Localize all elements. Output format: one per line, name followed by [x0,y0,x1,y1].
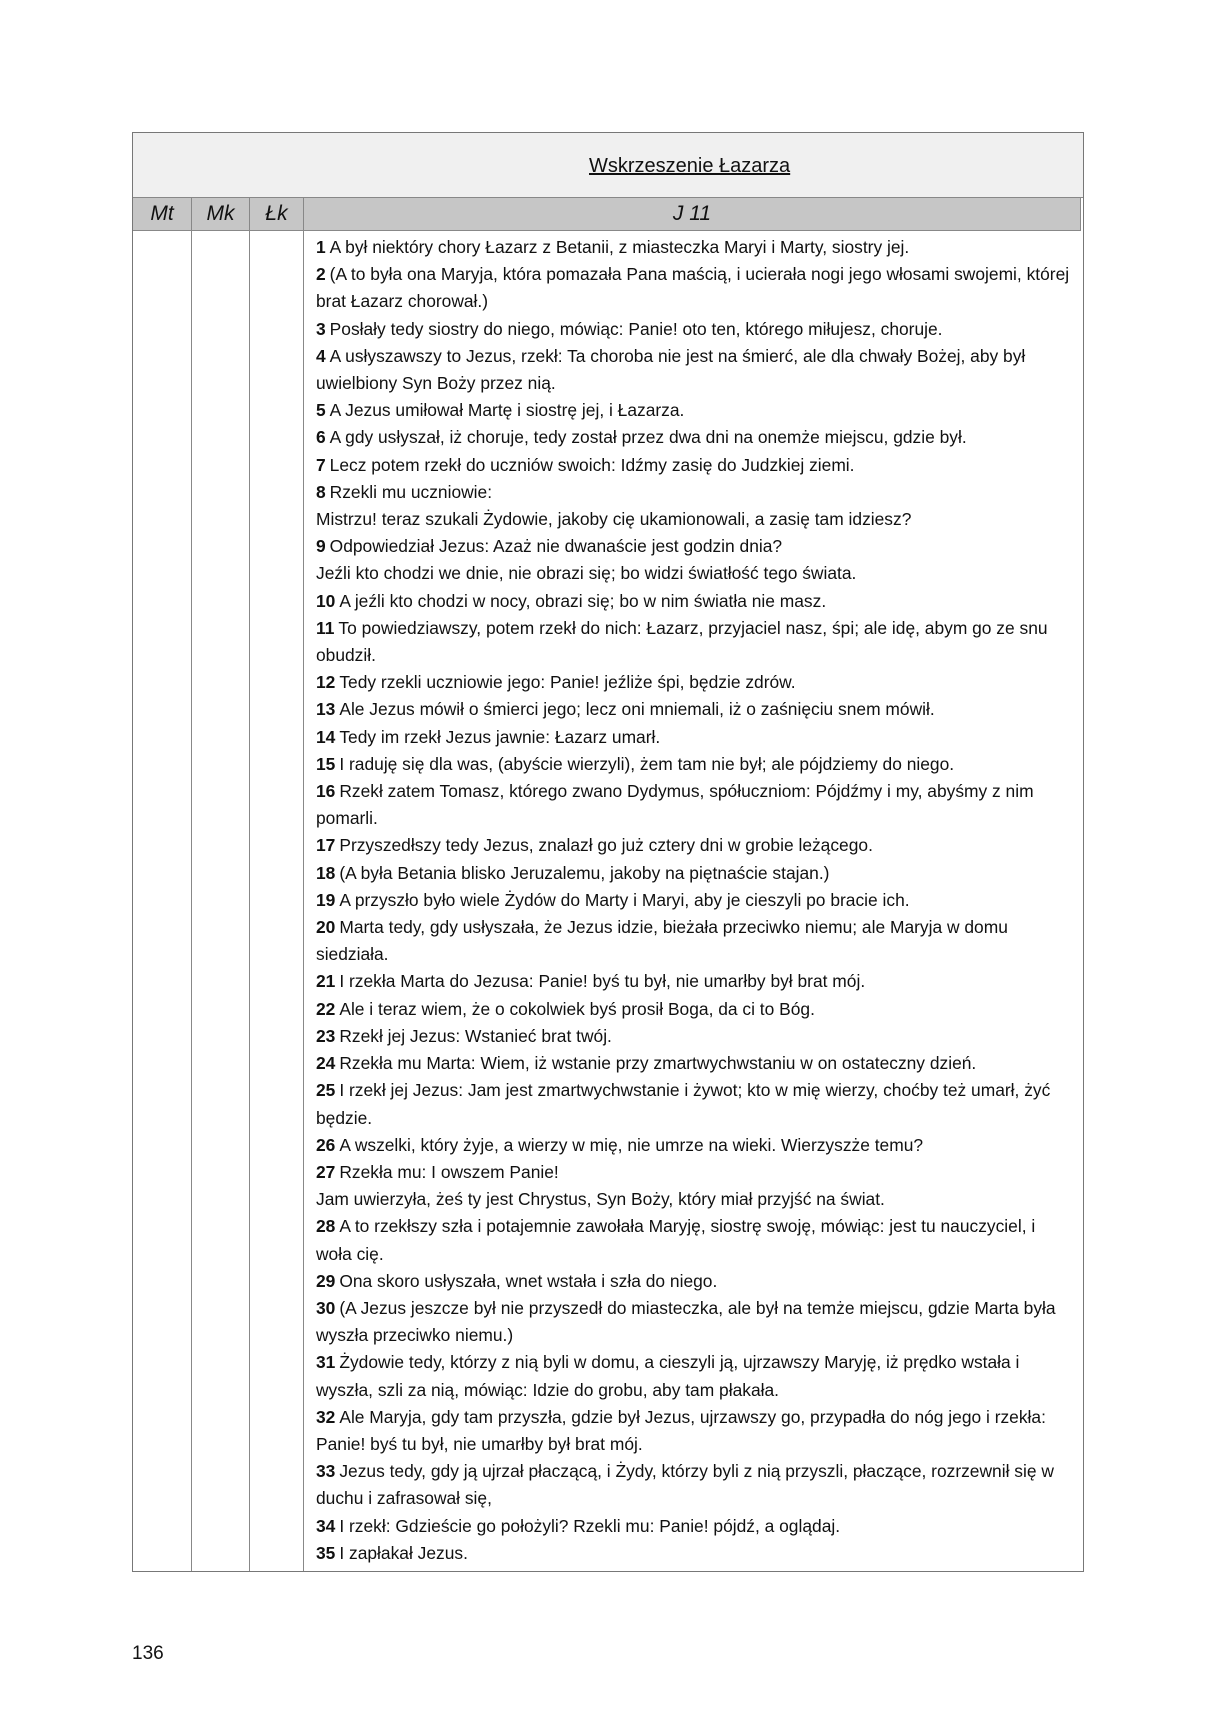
verse-line [316,996,1071,1023]
verse-text: Lecz potem rzekł do uczniów swoich: Idźmy zasię do Judzkiej ziemi. [329,454,855,475]
verse-line [316,696,1071,723]
verse-number: 9 [316,536,326,557]
verse-number: 10 [316,590,336,611]
verse-number: 31 [316,1352,336,1373]
verse-line [316,506,1071,533]
verse-number: 33 [316,1461,336,1482]
verse-line [316,1186,1071,1213]
verse-line [316,1540,1071,1567]
verse-text: A wszelki, który żyje, a wierzy w mię, nie umrze na wieki. Wierzyszże temu? [339,1134,924,1155]
verse-line [316,1132,1071,1159]
verse-text: (A Jezus jeszcze był nie przyszedł do miasteczka, ale był na temże miejscu, gdzie Marta była wyszła przeciwko niemu.) [316,1297,1056,1346]
verse-text: (A to była ona Maryja, która pomazała Pana maścią, i ucierała nogi jego włosami swojemi, której brat Łazarz chorował.) [316,264,1070,312]
verse-line [316,1050,1071,1077]
verse-text: Tedy rzekli uczniowie jego: Panie! jeźliże śpi, będzie zdrów. [339,672,796,693]
verse-number: 18 [316,862,336,883]
verse-number: 25 [316,1080,336,1101]
verse-number: 7 [316,454,326,475]
verse-text: Jezus tedy, gdy ją ujrzał płaczącą, i Żydy, którzy byli z nią przyszli, płaczące, rozrzewnił się w duchu i zafrasował się, [316,1461,1054,1509]
verse-text: Marta tedy, gdy usłyszała, że Jezus idzie, bieżała przeciwko niemu; ale Maryja w domu siedziała. [316,917,1008,965]
verse-text: Rzekli mu uczniowie: [329,481,493,502]
verse-line [316,452,1071,479]
column-mk-body [192,231,250,1571]
verse-line [316,424,1071,451]
verse-number: 29 [316,1270,336,1291]
verse-number: 21 [316,971,336,992]
verse-text: Odpowiedział Jezus: Azaż nie dwanaście jest godzin dnia? [329,536,783,557]
verse-number: 32 [316,1406,336,1427]
verse-line [316,968,1071,995]
page-number: 136 [132,1643,164,1664]
verse-text: To powiedziawszy, potem rzekł do nich: Łazarz, przyjaciel nasz, śpi; ale idę, abym go ze snu obudził. [316,617,1048,666]
verse-text: Posłały tedy siostry do niego, mówiąc: Panie! oto ten, którego miłujesz, choruje. [329,318,943,339]
verse-line [316,1213,1071,1267]
verse-line [316,1349,1071,1403]
title-band [133,133,1083,198]
verse-number: 4 [316,345,326,366]
verse-line [316,1268,1071,1295]
verse-line [316,1023,1071,1050]
verse-number: 27 [316,1161,336,1182]
verse-number: 2 [316,264,326,285]
verse-text: Ale Maryja, gdy tam przyszła, gdzie był Jezus, ujrzawszy go, przypadła do nóg jego i rzekła: Panie! byś tu był, nie umarłby był brat mój. [316,1406,1046,1454]
verse-text: Jam uwierzyła, żeś ty jest Chrystus, Syn Boży, który miał przyjść na świat. [316,1189,885,1210]
verse-text: Ale i teraz wiem, że o cokolwiek byś prosił Boga, da ci to Bóg. [339,998,815,1019]
verse-line [316,397,1071,424]
verse-line [316,724,1071,751]
column-mt-body [133,231,192,1571]
verse-number: 16 [316,781,336,802]
verse-number: 17 [316,835,336,856]
column-header-j: J 11 [304,198,1081,231]
gospel-table [132,132,1084,1572]
verse-text: Rzekła mu: I owszem Panie! [339,1161,559,1182]
verse-number: 13 [316,699,336,720]
verse-line [316,751,1071,778]
verse-line [316,261,1071,315]
verse-number: 3 [316,318,326,339]
verse-number: 15 [316,753,336,774]
verse-text: A to rzekłszy szła i potajemnie zawołała Maryję, siostrę swoję, mówiąc: jest tu nauczyciel, i woła cię. [316,1216,1036,1264]
verse-line [316,1077,1071,1131]
verse-text: I zapłakał Jezus. [339,1542,468,1563]
verse-number: 20 [316,917,336,938]
verse-text: Rzekła mu Marta: Wiem, iż wstanie przy zmartwychwstaniu w on ostateczny dzień. [339,1053,977,1074]
verse-line [316,1513,1071,1540]
column-lk-body [250,231,304,1571]
verse-line [316,1404,1071,1458]
verse-line [316,887,1071,914]
verse-line [316,1295,1071,1349]
verse-number: 23 [316,1025,336,1046]
verse-line [316,588,1071,615]
verse-line [316,914,1071,968]
verse-line [316,832,1071,859]
verse-text: (A była Betania blisko Jeruzalemu, jakoby na piętnaście stajan.) [339,862,830,883]
verse-number: 12 [316,672,336,693]
verse-text: A usłyszawszy to Jezus, rzekł: Ta choroba nie jest na śmierć, ale dla chwały Bożej, aby był uwielbiony Syn Boży przez nią. [316,345,1026,394]
verse-text: A jeźli kto chodzi w nocy, obrazi się; bo w nim światła nie masz. [339,590,827,611]
verse-text: Jeźli kto chodzi we dnie, nie obrazi się; bo widzi światłość tego świata. [316,563,857,584]
column-header-lk: Łk [250,198,304,231]
verse-number: 30 [316,1297,336,1318]
verse-text: A Jezus umiłował Martę i siostrę jej, i Łazarza. [329,400,685,421]
verse-text: Ona skoro usłyszała, wnet wstała i szła do niego. [339,1270,718,1291]
verse-text: Mistrzu! teraz szukali Żydowie, jakoby cię ukamionowali, a zasię tam idziesz? [316,509,912,530]
verse-text: Rzekł jej Jezus: Wstanieć brat twój. [339,1025,612,1046]
verse-text: Rzekł zatem Tomasz, którego zwano Dydymus, spółuczniom: Pójdźmy i my, abyśmy z nim pomarli. [316,781,1034,829]
verse-number: 5 [316,400,326,421]
column-header-mt: Mt [133,198,192,231]
verse-line [316,669,1071,696]
verse-text: A gdy usłyszał, iż choruje, tedy został przez dwa dni na onemże miejscu, gdzie był. [329,427,967,448]
verse-text: A był niektóry chory Łazarz z Betanii, z miasteczka Maryi i Marty, siostry jej. [329,237,910,257]
verse-number: 19 [316,889,336,910]
verse-number: 8 [316,481,326,502]
verse-number: 1 [316,237,326,257]
verse-number: 22 [316,998,336,1019]
verse-text: I rzekła Marta do Jezusa: Panie! byś tu był, nie umarłby był brat mój. [339,971,866,992]
verse-line [316,234,1071,261]
verse-number: 35 [316,1542,336,1563]
verse-number: 14 [316,726,336,747]
section-title: Wskrzeszenie Łazarza [589,155,791,177]
verse-number: 6 [316,427,326,448]
verse-number: 26 [316,1134,336,1155]
verse-line [316,343,1071,397]
verse-line [316,479,1071,506]
verse-line [316,560,1071,587]
column-header-mk: Mk [192,198,250,231]
verse-number: 28 [316,1216,336,1237]
verse-text: I raduję się dla was, (abyście wierzyli), żem tam nie był; ale pójdziemy do niego. [339,753,955,774]
verse-text: Tedy im rzekł Jezus jawnie: Łazarz umarł. [339,726,661,747]
verse-line [316,1159,1071,1186]
verse-text: Przyszedłszy tedy Jezus, znalazł go już cztery dni w grobie leżącego. [339,835,873,856]
verse-number: 34 [316,1515,336,1536]
verse-line [316,615,1071,669]
verse-text: I rzekł: Gdzieście go położyli? Rzekli mu: Panie! pójdź, a oglądaj. [339,1515,841,1536]
verse-number: 11 [316,617,335,638]
verse-line [316,316,1071,343]
verse-text: I rzekł jej Jezus: Jam jest zmartwychwstanie i żywot; kto w mię wierzy, choćby też umarł, żyć będzie. [316,1080,1051,1128]
verse-line [316,533,1071,560]
verse-line [316,1458,1071,1512]
verse-line [316,778,1071,832]
verse-line [316,860,1071,887]
verse-text: Żydowie tedy, którzy z nią byli w domu, a cieszyli ją, ujrzawszy Maryję, iż prędko wstała i wyszła, szli za nią, mówiąc: Idzie do grobu, aby tam płakała. [316,1352,1020,1400]
verse-number: 24 [316,1053,336,1074]
verse-text: Ale Jezus mówił o śmierci jego; lecz oni mniemali, iż o zaśnięciu snem mówił. [339,699,935,720]
column-j-body [304,231,1081,1571]
verse-text: A przyszło było wiele Żydów do Marty i Maryi, aby je cieszyli po bracie ich. [339,889,910,910]
table-grid [133,198,1083,1571]
